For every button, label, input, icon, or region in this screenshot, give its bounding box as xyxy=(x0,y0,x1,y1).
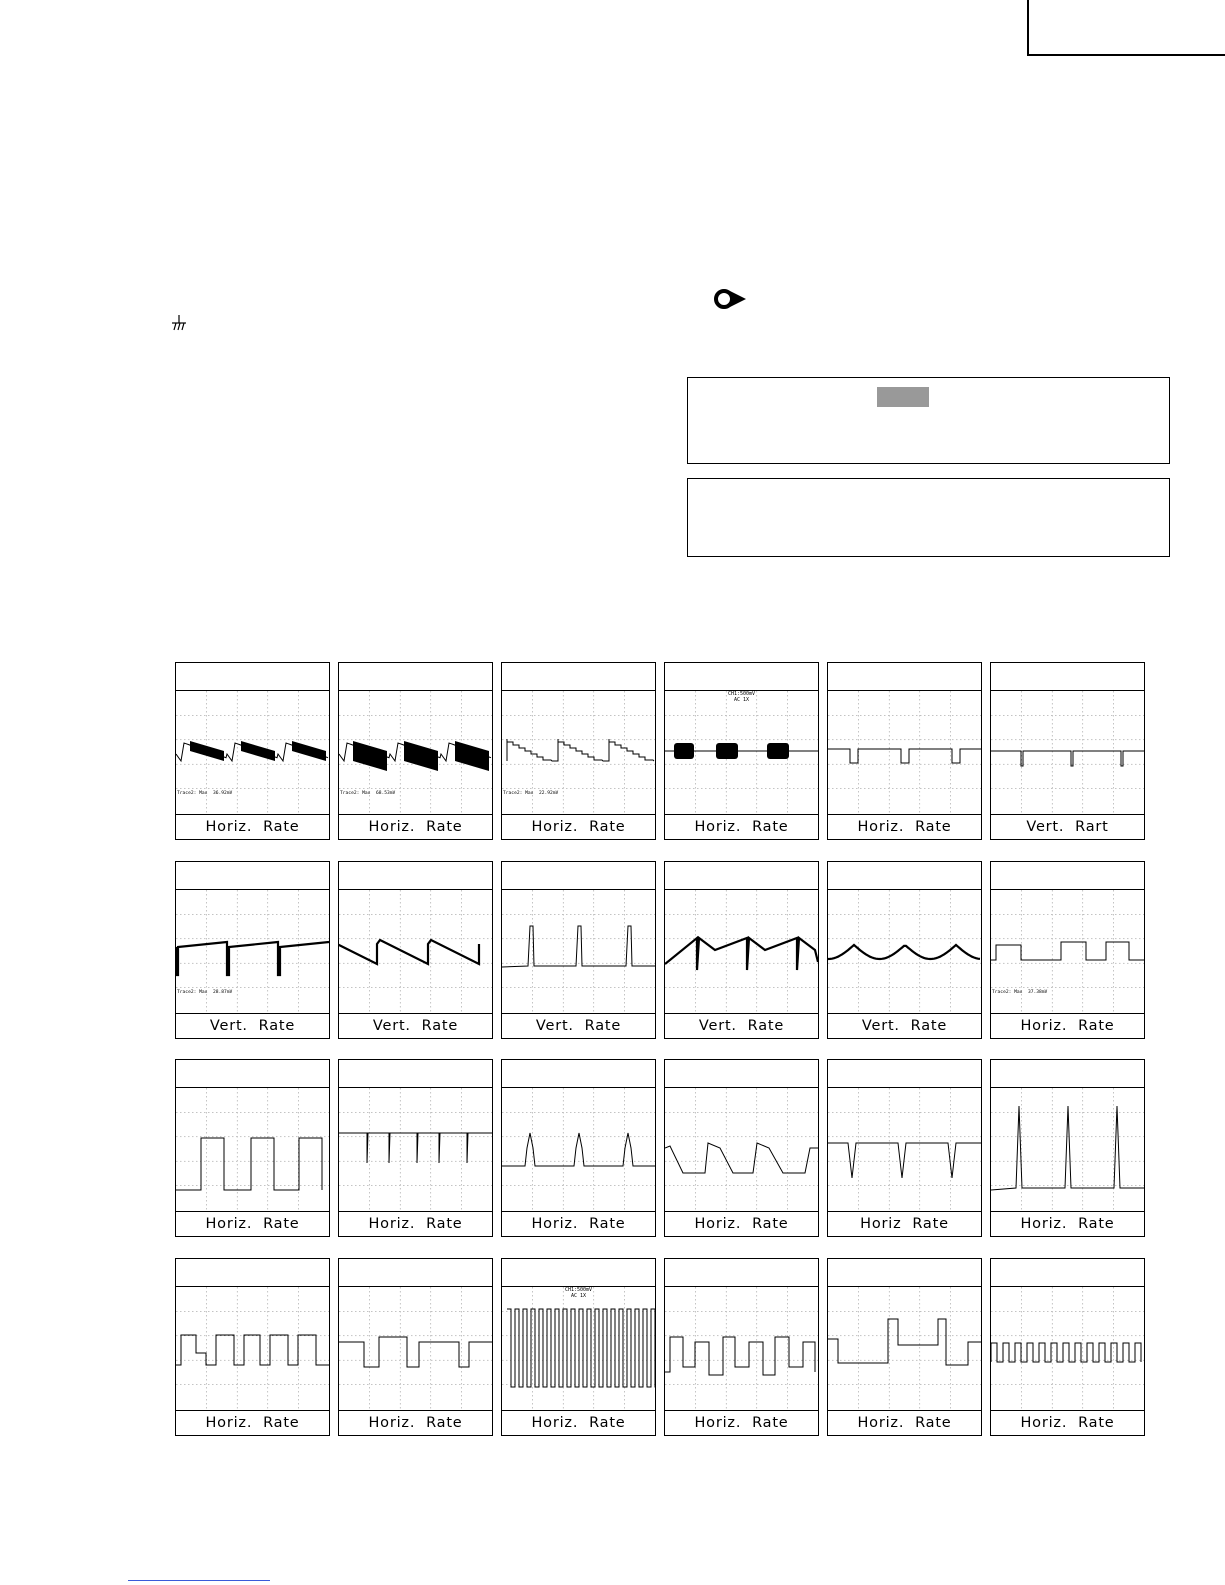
rate-label: Vert. Rart xyxy=(991,814,1144,839)
scope-readout: Trace2: Max 37.38mV xyxy=(992,990,1048,995)
panel-header xyxy=(828,663,981,691)
waveform-svg xyxy=(991,1287,1144,1409)
waveform-trace xyxy=(176,1335,329,1365)
waveform-trace xyxy=(507,739,654,761)
footer-link-underline xyxy=(128,1580,270,1581)
scope-panel xyxy=(827,1059,982,1237)
scope-display xyxy=(828,1287,981,1409)
rate-label: Horiz. Rate xyxy=(991,1211,1144,1236)
scope-panel xyxy=(175,1258,330,1436)
waveform-svg xyxy=(502,1287,655,1409)
panel-header xyxy=(991,862,1144,890)
waveform-svg xyxy=(828,691,981,813)
rate-label: Horiz. Rate xyxy=(665,1211,818,1236)
waveform-grid xyxy=(175,662,1147,1438)
waveform-trace xyxy=(828,749,981,763)
panel-header xyxy=(991,1259,1144,1287)
panel-header xyxy=(339,1060,492,1088)
waveform-trace xyxy=(176,942,329,975)
rate-label: Vert. Rate xyxy=(828,1013,981,1038)
panel-header xyxy=(502,663,655,691)
scope-display xyxy=(991,890,1144,1012)
rate-label: Horiz. Rate xyxy=(339,1410,492,1435)
rate-label: Horiz. Rate xyxy=(665,814,818,839)
rate-label: Horiz. Rate xyxy=(828,1410,981,1435)
waveform-trace xyxy=(502,926,655,967)
scope-display xyxy=(828,890,981,1012)
rate-label: Horiz. Rate xyxy=(502,814,655,839)
scope-readout: Trace2: Max 22.92mV xyxy=(503,791,559,796)
scope-display xyxy=(176,890,329,1012)
waveform-trace xyxy=(176,1138,322,1190)
scope-display xyxy=(665,691,818,813)
waveform-svg xyxy=(665,1287,818,1409)
waveform-trace xyxy=(991,751,1144,766)
panel-header xyxy=(176,1060,329,1088)
scope-display xyxy=(502,1088,655,1210)
scope-channel-note: CH1:500mV AC 1X xyxy=(564,1287,593,1299)
waveform-svg xyxy=(502,1088,655,1210)
waveform-svg xyxy=(339,890,492,1012)
rate-label: Horiz. Rate xyxy=(991,1410,1144,1435)
panel-header xyxy=(665,1259,818,1287)
scope-panel xyxy=(664,861,819,1039)
scope-panel xyxy=(175,662,330,840)
scope-display xyxy=(502,1287,655,1409)
scope-display xyxy=(665,1088,818,1210)
panel-header xyxy=(991,663,1144,691)
rate-label: Horiz. Rate xyxy=(176,1211,329,1236)
waveform-svg xyxy=(828,890,981,1012)
waveform-svg xyxy=(176,1088,329,1210)
waveform-trace xyxy=(828,1319,981,1365)
waveform-svg xyxy=(991,1088,1144,1210)
waveform-trace xyxy=(339,940,479,964)
waveform-trace xyxy=(665,1143,818,1173)
panel-header xyxy=(828,1060,981,1088)
waveform-svg xyxy=(828,1287,981,1409)
page-corner-box xyxy=(1027,0,1225,56)
waveform-trace xyxy=(991,1106,1144,1190)
scope-channel-note: CH1:500mV AC 1X xyxy=(727,691,756,703)
waveform-svg xyxy=(665,890,818,1012)
scope-display xyxy=(828,691,981,813)
panel-header xyxy=(339,663,492,691)
panel-header xyxy=(665,862,818,890)
panel-header xyxy=(176,1259,329,1287)
scope-panel xyxy=(664,1258,819,1436)
panel-header xyxy=(502,1060,655,1088)
scope-panel xyxy=(338,662,493,840)
waveform-svg xyxy=(502,890,655,1012)
scope-display xyxy=(339,691,492,813)
scope-display xyxy=(828,1088,981,1210)
panel-header xyxy=(991,1060,1144,1088)
scope-readout: Trace2: Max 36.92mV xyxy=(177,791,233,796)
waveform-trace xyxy=(828,945,980,959)
scope-panel xyxy=(501,1059,656,1237)
scope-panel xyxy=(175,1059,330,1237)
scope-panel xyxy=(501,662,656,840)
scope-panel xyxy=(827,861,982,1039)
scope-display xyxy=(176,691,329,813)
scope-panel xyxy=(501,1258,656,1436)
scope-panel xyxy=(338,1059,493,1237)
scope-display xyxy=(339,1088,492,1210)
panel-header xyxy=(502,1259,655,1287)
waveform-trace xyxy=(339,1133,492,1163)
panel-header xyxy=(339,862,492,890)
rate-label: Horiz. Rate xyxy=(502,1410,655,1435)
panel-header xyxy=(665,1060,818,1088)
panel-header xyxy=(828,862,981,890)
scope-display xyxy=(991,1287,1144,1409)
scope-display xyxy=(502,890,655,1012)
panel-header xyxy=(339,1259,492,1287)
ground-icon xyxy=(170,314,188,332)
scope-panel xyxy=(338,861,493,1039)
panel-header xyxy=(502,862,655,890)
waveform-trace xyxy=(828,1143,981,1178)
waveform-svg xyxy=(339,1287,492,1409)
waveform-svg xyxy=(339,1088,492,1210)
panel-header xyxy=(176,663,329,691)
scope-panel xyxy=(827,1258,982,1436)
scope-readout: Trace2: Max 68.53mV xyxy=(340,791,396,796)
scope-panel xyxy=(990,1059,1145,1237)
scope-panel xyxy=(338,1258,493,1436)
waveform-trace xyxy=(507,1309,655,1387)
waveform-trace xyxy=(991,1343,1141,1362)
waveform-svg xyxy=(176,1287,329,1409)
rate-label: Vert. Rate xyxy=(339,1013,492,1038)
rate-label: Horiz. Rate xyxy=(665,1410,818,1435)
waveform-svg xyxy=(828,1088,981,1210)
waveform-trace xyxy=(665,938,818,970)
waveform-svg xyxy=(665,691,818,813)
rate-label: Horiz. Rate xyxy=(991,1013,1144,1038)
scope-panel xyxy=(664,1059,819,1237)
waveform-trace xyxy=(991,942,1144,960)
panel-header xyxy=(176,862,329,890)
panel-header xyxy=(828,1259,981,1287)
scope-panel xyxy=(990,1258,1145,1436)
highlight-tag xyxy=(877,387,929,407)
scope-panel xyxy=(827,662,982,840)
scope-panel xyxy=(664,662,819,840)
note-box-lower xyxy=(687,478,1170,557)
scope-display xyxy=(665,1287,818,1409)
waveform-trace xyxy=(339,1337,492,1367)
scope-display xyxy=(176,1287,329,1409)
panel-header xyxy=(665,663,818,691)
waveform-trace xyxy=(665,1337,815,1375)
waveform-svg xyxy=(991,691,1144,813)
rate-label: Horiz. Rate xyxy=(339,1211,492,1236)
rate-label: Horiz. Rate xyxy=(176,814,329,839)
rate-label: Vert. Rate xyxy=(502,1013,655,1038)
scope-display xyxy=(665,890,818,1012)
scope-panel xyxy=(990,662,1145,840)
scope-display xyxy=(339,890,492,1012)
scope-display xyxy=(339,1287,492,1409)
waveform-svg xyxy=(665,1088,818,1210)
scope-readout: Trace2: Max 28.87mV xyxy=(177,990,233,995)
rate-label: Vert. Rate xyxy=(665,1013,818,1038)
rate-label: Horiz. Rate xyxy=(828,814,981,839)
scope-panel xyxy=(990,861,1145,1039)
scope-display xyxy=(991,1088,1144,1210)
rate-label: Vert. Rate xyxy=(176,1013,329,1038)
rate-label: Horiz. Rate xyxy=(502,1211,655,1236)
rate-label: Horiz Rate xyxy=(828,1211,981,1236)
scope-panel xyxy=(501,861,656,1039)
rate-label: Horiz. Rate xyxy=(176,1410,329,1435)
scope-panel xyxy=(175,861,330,1039)
scope-display xyxy=(176,1088,329,1210)
scope-display xyxy=(991,691,1144,813)
rate-label: Horiz. Rate xyxy=(339,814,492,839)
test-point-pointer-icon xyxy=(713,287,749,311)
scope-display xyxy=(502,691,655,813)
